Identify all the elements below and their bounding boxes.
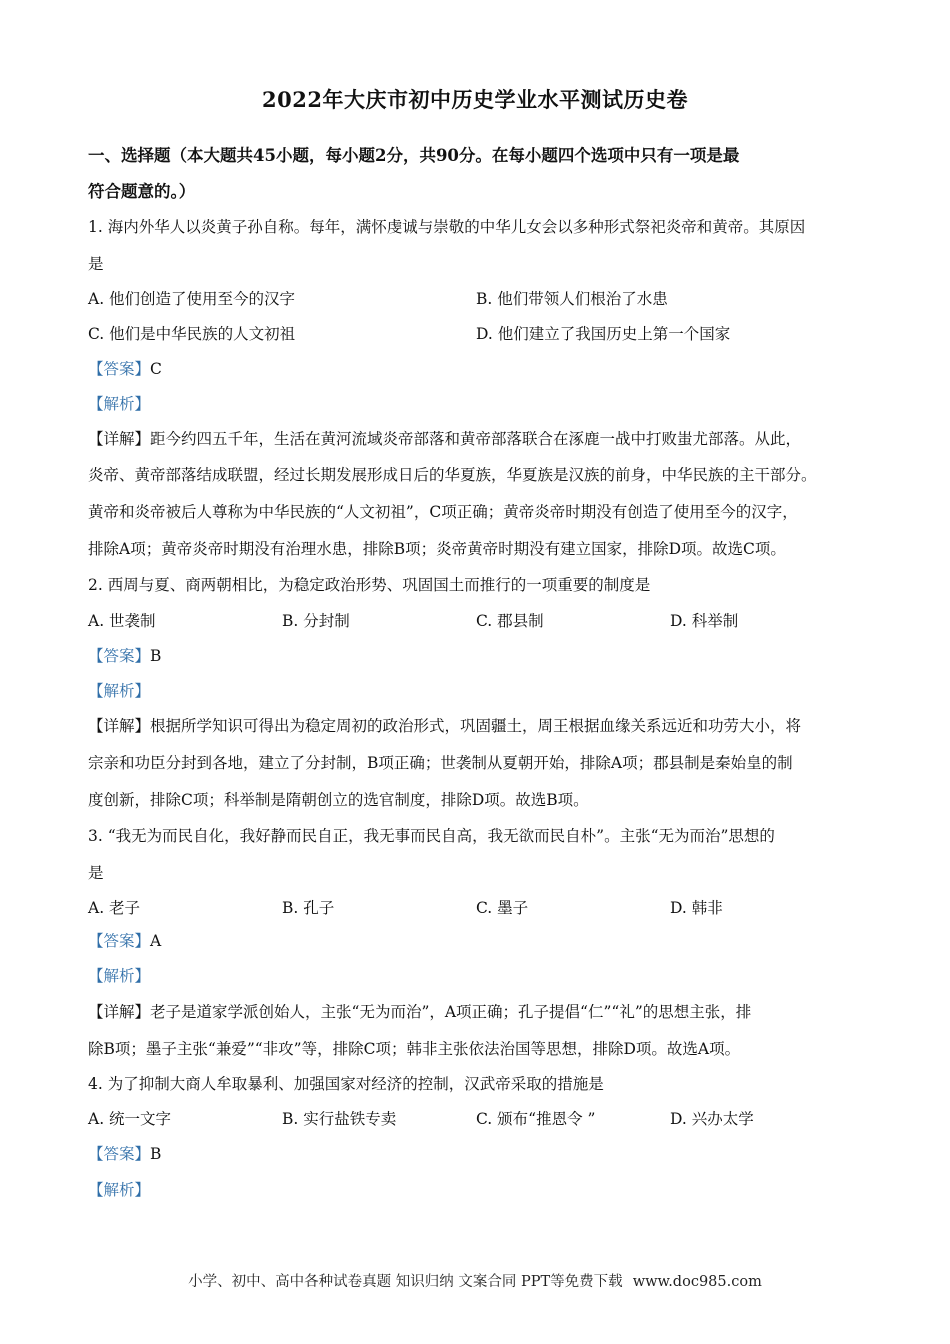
question-3-detail-line2: 除B项；墨子主张“兼爱”“非攻”等，排除C项；韩非主张依法治国等思想，排除D项。故选A项。 xyxy=(88,1040,741,1058)
question-1-detail-line2: 炎帝、黄帝部落结成联盟，经过长期发展形成日后的华夏族，华夏族是汉族的前身，中华民族的主干部分。 xyxy=(88,466,817,484)
question-4-option-a: A. 统一文字 xyxy=(88,1110,172,1128)
question-4-option-d: D. 兴办太学 xyxy=(670,1110,754,1128)
question-1-answer xyxy=(88,357,878,379)
question-1-option-b: B. 他们带领人们根治了水患 xyxy=(476,290,668,308)
question-4-analysis-label: 【解析】 xyxy=(88,1181,151,1199)
question-1-option-a: A. 他们创造了使用至今的汉字 xyxy=(88,290,296,308)
question-3-option-d: D. 韩非 xyxy=(670,899,723,917)
section-heading-line2: 符合题意的。） xyxy=(88,182,196,201)
footer-text: 小学、初中、高中各种试卷真题 知识归纳 文案合同 PPT等免费下载 xyxy=(188,1274,623,1290)
page-footer xyxy=(0,1270,950,1291)
question-1-option-c: C. 他们是中华民族的人文初祖 xyxy=(88,325,296,343)
question-1-option-d: D. 他们建立了我国历史上第一个国家 xyxy=(476,325,731,343)
question-1-detail-line4: 排除A项；黄帝炎帝时期没有治理水患，排除B项；炎帝黄帝时期没有建立国家，排除D项。故选C项。 xyxy=(88,540,786,558)
question-2-option-d: D. 科举制 xyxy=(670,612,739,630)
detail-label: 【详解】 xyxy=(88,430,151,448)
question-3-analysis-label: 【解析】 xyxy=(88,967,151,985)
question-2-option-b: B. 分封制 xyxy=(282,612,350,630)
section-heading-line1: 一、选择题（本大题共45小题，每小题2分，共90分。在每小题四个选项中只有一项是最 xyxy=(88,146,740,165)
question-2-option-a: A. 世袭制 xyxy=(88,612,156,630)
question-2-detail-line1 xyxy=(88,714,878,736)
answer-label: 【答案】 xyxy=(88,647,151,665)
answer-value: A xyxy=(150,932,162,950)
question-1-analysis-label: 【解析】 xyxy=(88,395,151,413)
answer-label: 【答案】 xyxy=(88,932,151,950)
detail-text: 距今约四五千年，生活在黄河流域炎帝部落和黄帝部落联合在涿鹿一战中打败蚩尤部落。从此， xyxy=(150,430,802,448)
question-4-option-b: B. 实行盐铁专卖 xyxy=(282,1110,397,1128)
question-2-answer xyxy=(88,644,878,666)
question-2-option-c: C. 郡县制 xyxy=(476,612,544,630)
question-1-detail-line1 xyxy=(88,427,878,449)
answer-value: C xyxy=(150,360,162,378)
question-4-answer xyxy=(88,1142,878,1164)
detail-label: 【详解】 xyxy=(88,1003,151,1021)
question-4-option-c: C. 颁布“推恩令 ” xyxy=(476,1110,596,1128)
question-3-option-a: A. 老子 xyxy=(88,899,141,917)
question-1-detail-line3: 黄帝和炎帝被后人尊称为中华民族的“人文初祖”，C项正确；黄帝炎帝时期没有创造了使用至今的汉字， xyxy=(88,503,798,521)
question-1-stem-line1: 1. 海内外华人以炎黄子孙自称。每年，满怀虔诚与崇敬的中华儿女会以多种形式祭祀炎帝和黄帝。其原因 xyxy=(88,218,806,236)
answer-value: B xyxy=(150,647,162,665)
answer-value: B xyxy=(150,1145,162,1163)
question-1-stem-line2: 是 xyxy=(88,255,104,273)
question-2-analysis-label: 【解析】 xyxy=(88,682,151,700)
question-3-stem-line1: 3. “我无为而民自化，我好静而民自正，我无事而民自高，我无欲而民自朴”。主张“无为而治”思想的 xyxy=(88,827,775,845)
question-2-detail-line3: 度创新，排除C项；科举制是隋朝创立的选官制度，排除D项。故选B项。 xyxy=(88,791,589,809)
footer-link[interactable]: www.doc985.com xyxy=(632,1274,762,1290)
answer-label: 【答案】 xyxy=(88,1145,151,1163)
detail-text: 根据所学知识可得出为稳定周初的政治形式，巩固疆土，周王根据血缘关系远近和功劳大小，将 xyxy=(150,717,802,735)
question-3-option-c: C. 墨子 xyxy=(476,899,529,917)
question-3-stem-line2: 是 xyxy=(88,864,104,882)
question-3-option-b: B. 孔子 xyxy=(282,899,335,917)
detail-text: 老子是道家学派创始人，主张“无为而治”，A项正确；孔子提倡“仁”“礼”的思想主张，排 xyxy=(150,1003,752,1021)
question-2-detail-line2: 宗亲和功臣分封到各地，建立了分封制，B项正确；世袭制从夏朝开始，排除A项；郡县制是秦始皇的制 xyxy=(88,754,793,772)
question-3-detail-line1 xyxy=(88,1000,878,1022)
question-2-stem: 2. 西周与夏、商两朝相比，为稳定政治形势、巩固国土而推行的一项重要的制度是 xyxy=(88,576,651,594)
page-title: 2022年大庆市初中历史学业水平测试历史卷 xyxy=(262,87,688,112)
question-4-stem: 4. 为了抑制大商人牟取暴利、加强国家对经济的控制，汉武帝采取的措施是 xyxy=(88,1075,604,1093)
question-3-answer xyxy=(88,929,878,951)
detail-label: 【详解】 xyxy=(88,717,151,735)
answer-label: 【答案】 xyxy=(88,360,151,378)
